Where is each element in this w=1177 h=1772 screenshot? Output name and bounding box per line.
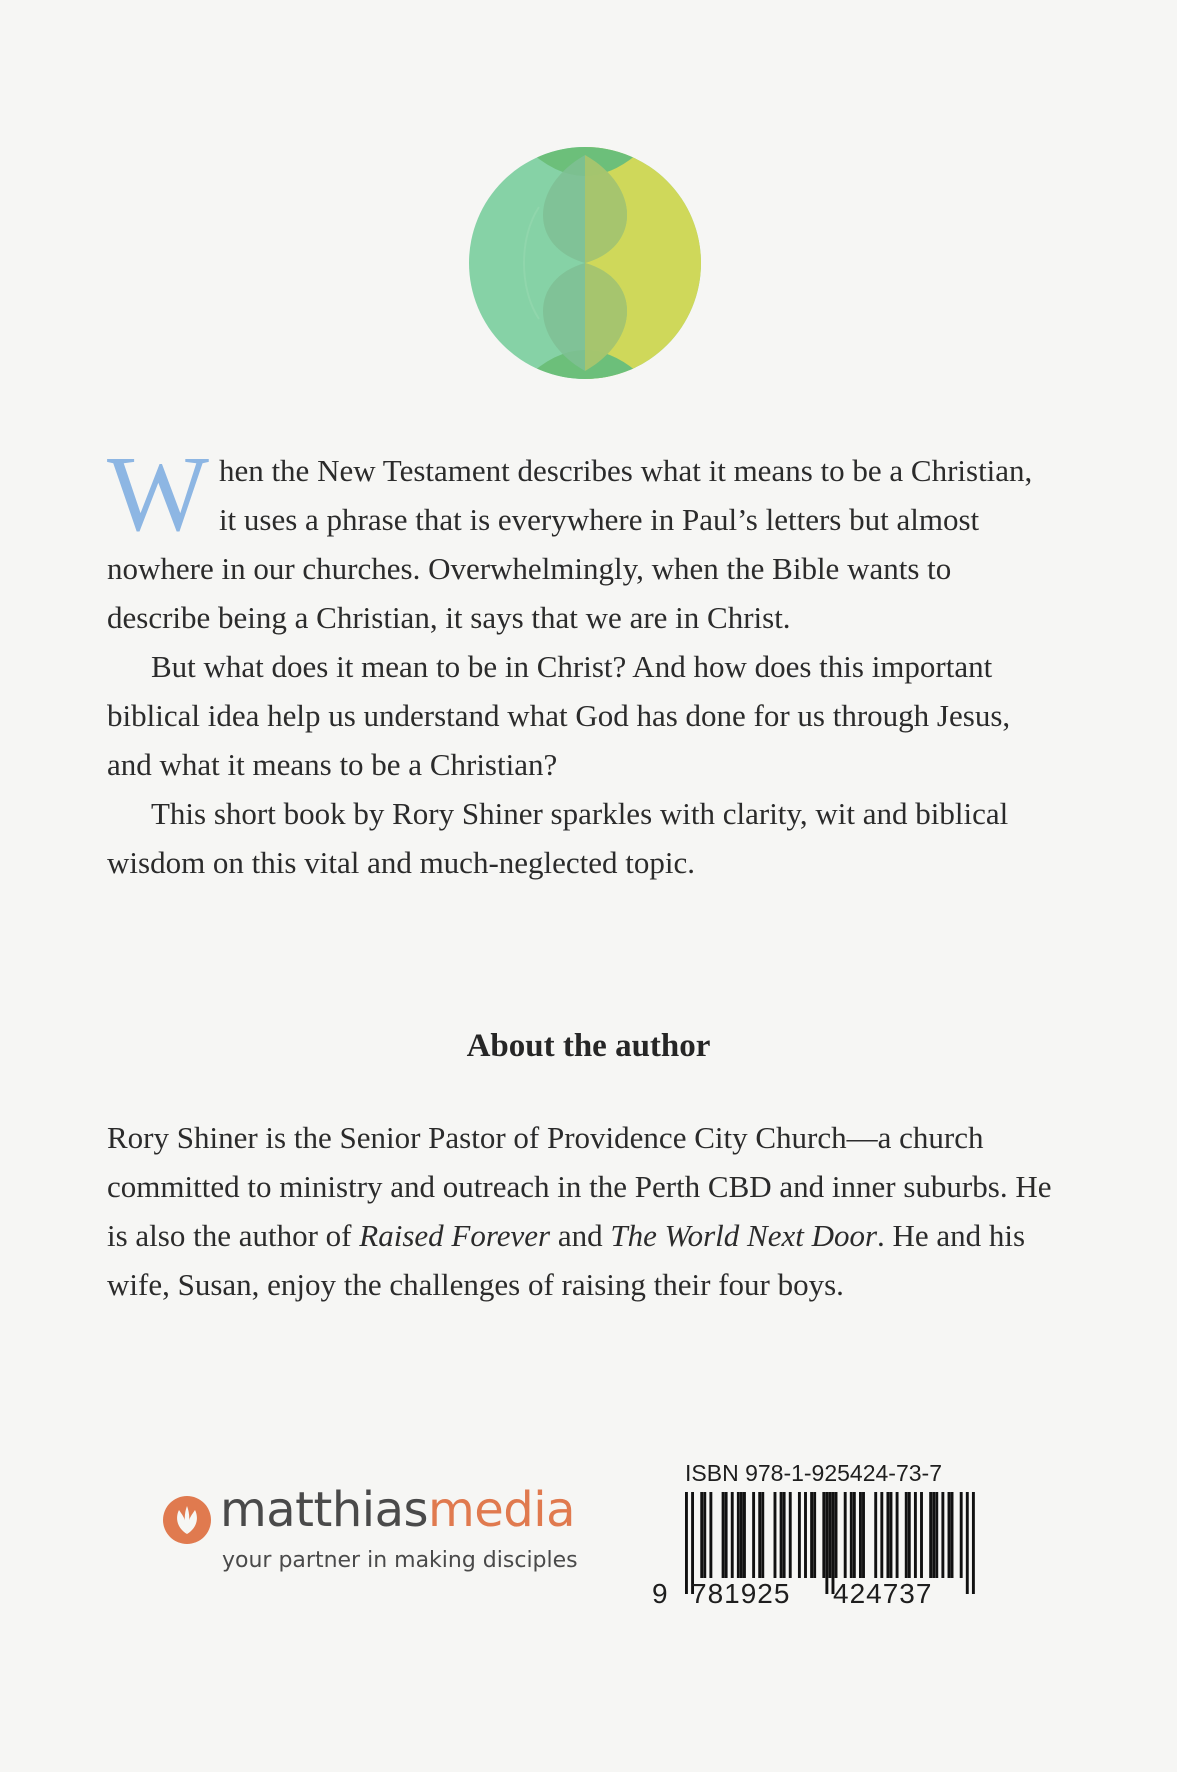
publisher-name-part2: media [428,1482,576,1538]
barcode-bar [835,1492,838,1578]
about-heading: About the author [466,1028,711,1064]
barcode-bar [929,1492,932,1578]
barcode-bar [920,1492,923,1578]
barcode-bar [853,1492,856,1578]
blurb-paragraph-3: This short book by Rory Shiner sparkles with clarity, wit and biblical wisdom on this vital and much-neglected topic. [107,796,1009,880]
barcode-bar [798,1492,801,1578]
barcode-bar [972,1492,975,1594]
barcode-bar [725,1492,728,1578]
barcode-bar [914,1492,917,1578]
blurb [107,435,1037,887]
barcode-bar [703,1492,706,1578]
barcode-bar [890,1492,893,1578]
book-title-world-next-door: The World Next Door [610,1218,878,1253]
about-text-3: . He and his wife, Susan, enjoy the challenges of raising their four boys. [107,1218,1026,1302]
blurb-paragraph-1 [107,435,1037,642]
barcode-digit-first: 9 [652,1578,668,1609]
blurb-paragraph-2: But what does it mean to be in Christ? And how does this important biblical idea help us understand what God has done for us through Jesus, and what it means to be a Christian? [107,649,1011,782]
publisher-tagline: your partner in making disciples [222,1548,578,1573]
barcode-bar [709,1492,712,1578]
book-title-raised-forever: Raised Forever [359,1218,551,1253]
barcode-bar [685,1492,688,1594]
barcode-bar [822,1492,825,1578]
about-text-2: and [550,1218,611,1253]
barcode-bar [804,1492,807,1578]
barcode-bar [752,1492,755,1578]
about-text-1: Rory Shiner is the Senior Pastor of Providence City Church—a church committed to ministry and outreach in the Perth CBD and inner suburbs. He is also the author of [107,1120,1052,1253]
barcode-bar [828,1492,831,1578]
barcode-bar [896,1492,899,1578]
barcode-bar [966,1492,969,1594]
barcode-bar [761,1492,764,1578]
barcode-bar [850,1492,853,1578]
publisher-name [220,1482,575,1538]
barcode-bar [844,1492,847,1578]
blurb-paragraph-1-text: hen the New Testament describes what it means to be a Christian, it uses a phrase that is everywhere in Paul’s letters but almost nowhere in our churches. Overwhelmingly, when the Bible wants to describe being a Christian, it says that we are in Christ. [107,453,1033,635]
barcode-digits-right: 424737 [833,1578,933,1609]
emblem-icon [469,147,701,379]
barcode-bar [960,1492,963,1578]
barcode-bar [813,1492,816,1578]
barcode-bar [905,1492,908,1578]
publisher-logo [163,1482,643,1580]
barcode-bar [886,1492,889,1578]
barcode-bar [700,1492,703,1578]
barcode-bar [810,1492,813,1578]
drop-cap: W [107,435,209,554]
barcode-bar [932,1492,935,1578]
barcode-bar [740,1492,743,1578]
barcode-bar [825,1492,828,1594]
publisher-name-part1: matthias [220,1482,428,1538]
leaf-icon [163,1496,211,1544]
barcode-bar [737,1492,740,1578]
barcode-bar [859,1492,862,1578]
about-author-text [107,1113,1067,1309]
barcode-bar [951,1492,954,1578]
barcode-bar [783,1492,786,1578]
barcode-bar [948,1492,951,1578]
barcode-bar [789,1492,792,1578]
barcode-bar [862,1492,865,1578]
isbn-barcode-block [650,1460,980,1630]
barcode-bar [743,1492,746,1578]
barcode-bar [908,1492,911,1578]
barcode-bar [731,1492,734,1578]
barcode-bar [774,1492,777,1578]
barcode-bar [780,1492,783,1578]
barcode-bar [941,1492,944,1578]
barcode-bar [758,1492,761,1578]
barcode-digits-left: 781925 [691,1578,791,1609]
isbn-label: ISBN 978-1-925424-73-7 [685,1460,942,1486]
barcode-bar [722,1492,725,1578]
barcode-bar [935,1492,938,1578]
barcode-bar [874,1492,877,1578]
barcode-bar [880,1492,883,1578]
